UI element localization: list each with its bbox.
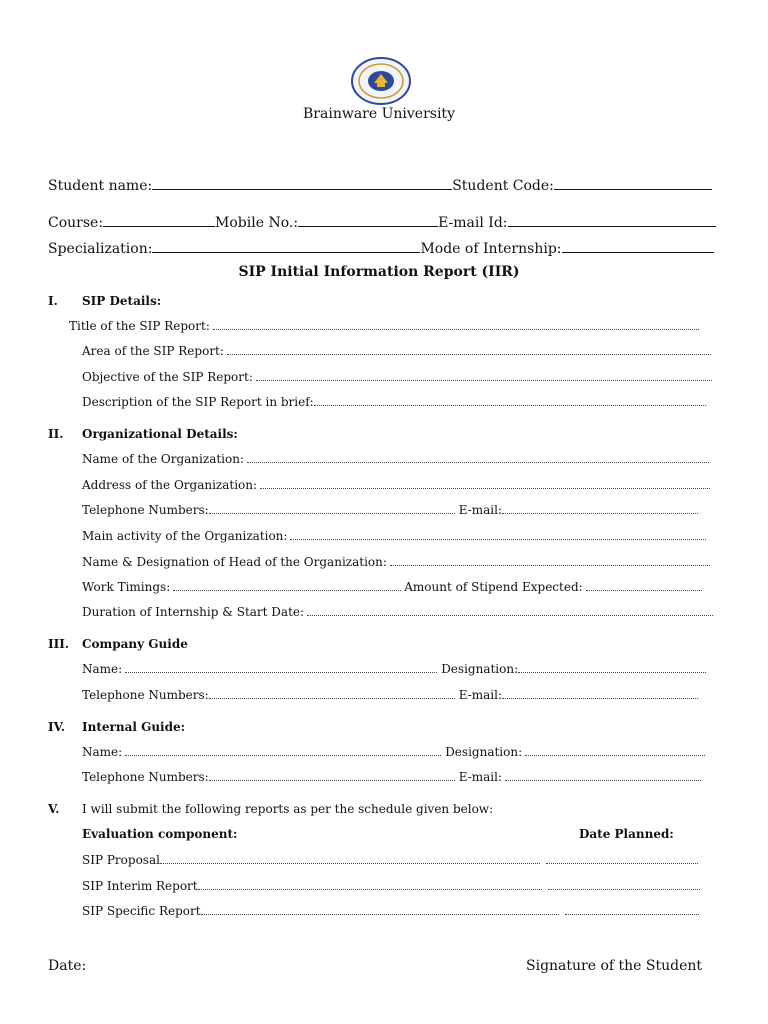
- schedule-row-specific: [82, 904, 699, 918]
- schedule-date-field[interactable]: [546, 853, 698, 864]
- evaluation-component-header: Evaluation component:: [82, 827, 238, 841]
- date-planned-header: Date Planned:: [579, 827, 674, 841]
- section-5-number: V.: [48, 802, 60, 816]
- org-email-label: E-mail:: [458, 503, 503, 517]
- company-guide-designation-label: Designation:: [441, 662, 519, 676]
- section-5-intro: I will submit the following reports as per the schedule given below:: [82, 802, 494, 816]
- internal-guide-email-field[interactable]: [505, 770, 701, 781]
- schedule-row-interim: [82, 879, 700, 893]
- org-address-field[interactable]: [260, 478, 710, 489]
- sip-area-field[interactable]: [227, 344, 711, 355]
- org-timings-label: Work Timings:: [82, 580, 171, 594]
- org-stipend-label: Amount of Stipend Expected:: [404, 580, 583, 594]
- university-logo: [350, 56, 412, 106]
- email-field[interactable]: [508, 213, 716, 227]
- report-title: SIP Initial Information Report (IIR): [238, 264, 520, 280]
- schedule-item-label: SIP Specific Report: [82, 904, 201, 918]
- sip-description-field[interactable]: [314, 395, 706, 406]
- sip-title-row: [69, 319, 699, 333]
- student-code-label: Student Code:: [452, 178, 554, 194]
- org-timings-row: [82, 580, 702, 594]
- company-guide-telephone-row: [82, 688, 698, 702]
- company-guide-name-field[interactable]: [125, 662, 437, 673]
- section-4-number: IV.: [48, 720, 66, 734]
- org-duration-field[interactable]: [307, 605, 713, 616]
- schedule-date-field[interactable]: [548, 879, 700, 890]
- internal-guide-name-row: [82, 745, 705, 759]
- sip-area-label: Area of the SIP Report:: [82, 344, 224, 358]
- specialization-row: [48, 239, 714, 257]
- org-telephone-row: [82, 503, 698, 517]
- sip-description-row: [82, 395, 706, 409]
- org-duration-row: [82, 605, 713, 619]
- mode-field[interactable]: [562, 239, 714, 253]
- internal-guide-name-label: Name:: [82, 745, 123, 759]
- org-activity-field[interactable]: [290, 529, 706, 540]
- schedule-item-field[interactable]: [198, 879, 542, 890]
- org-name-row: [82, 452, 709, 466]
- company-guide-name-label: Name:: [82, 662, 123, 676]
- course-row: [48, 213, 716, 231]
- company-guide-telephone-label: Telephone Numbers:: [82, 688, 209, 702]
- section-2-number: II.: [48, 427, 64, 441]
- org-telephone-label: Telephone Numbers:: [82, 503, 209, 517]
- section-3-title: Company Guide: [82, 637, 188, 651]
- email-label: E-mail Id:: [438, 215, 508, 231]
- schedule-item-field[interactable]: [160, 853, 540, 864]
- org-head-row: [82, 555, 710, 569]
- schedule-date-field[interactable]: [565, 904, 699, 915]
- section-2-title: Organizational Details:: [82, 427, 238, 441]
- org-activity-row: [82, 529, 706, 543]
- sip-objective-row: [82, 370, 712, 384]
- sip-title-field[interactable]: [213, 319, 699, 330]
- org-head-field[interactable]: [390, 555, 710, 566]
- schedule-row-proposal: [82, 853, 698, 867]
- course-field[interactable]: [103, 213, 215, 227]
- section-1-number: I.: [48, 294, 58, 308]
- org-address-row: [82, 478, 710, 492]
- org-stipend-field[interactable]: [586, 580, 702, 591]
- company-guide-telephone-field[interactable]: [209, 688, 455, 699]
- signature-label: Signature of the Student: [526, 958, 703, 974]
- org-activity-label: Main activity of the Organization:: [82, 529, 288, 543]
- section-1-title: SIP Details:: [82, 294, 162, 308]
- company-guide-email-field[interactable]: [502, 688, 698, 699]
- org-timings-field[interactable]: [173, 580, 401, 591]
- mobile-label: Mobile No.:: [215, 215, 299, 231]
- internal-guide-email-label: E-mail:: [458, 770, 503, 784]
- sip-objective-label: Objective of the SIP Report:: [82, 370, 253, 384]
- schedule-item-label: SIP Interim Report: [82, 879, 198, 893]
- date-label: Date:: [48, 958, 87, 974]
- student-name-row: [48, 176, 712, 194]
- student-name-field[interactable]: [152, 176, 452, 190]
- internal-guide-designation-field[interactable]: [525, 745, 705, 756]
- mode-label: Mode of Internship:: [420, 241, 562, 257]
- internal-guide-telephone-row: [82, 770, 701, 784]
- company-guide-name-row: [82, 662, 706, 676]
- org-telephone-field[interactable]: [209, 503, 455, 514]
- org-name-label: Name of the Organization:: [82, 452, 245, 466]
- company-guide-designation-field[interactable]: [518, 662, 706, 673]
- org-head-label: Name & Designation of Head of the Organization:: [82, 555, 387, 569]
- org-address-label: Address of the Organization:: [82, 478, 258, 492]
- section-3-number: III.: [48, 637, 70, 651]
- internal-guide-name-field[interactable]: [125, 745, 441, 756]
- org-duration-label: Duration of Internship & Start Date:: [82, 605, 305, 619]
- schedule-item-field[interactable]: [201, 904, 559, 915]
- sip-area-row: [82, 344, 711, 358]
- schedule-item-label: SIP Proposal: [82, 853, 160, 867]
- company-guide-email-label: E-mail:: [458, 688, 503, 702]
- internal-guide-telephone-label: Telephone Numbers:: [82, 770, 209, 784]
- internal-guide-designation-label: Designation:: [445, 745, 523, 759]
- internal-guide-telephone-field[interactable]: [209, 770, 455, 781]
- mobile-field[interactable]: [298, 213, 438, 227]
- sip-objective-field[interactable]: [256, 370, 712, 381]
- student-name-label: Student name:: [48, 178, 153, 194]
- sip-description-label: Description of the SIP Report in brief:: [82, 395, 314, 409]
- university-name: Brainware University: [303, 106, 455, 122]
- course-label: Course:: [48, 215, 104, 231]
- specialization-label: Specialization:: [48, 241, 153, 257]
- org-name-field[interactable]: [247, 452, 709, 463]
- specialization-field[interactable]: [152, 239, 420, 253]
- org-email-field[interactable]: [502, 503, 698, 514]
- section-4-title: Internal Guide:: [82, 720, 186, 734]
- student-code-field[interactable]: [554, 176, 712, 190]
- sip-title-label: Title of the SIP Report:: [69, 319, 210, 333]
